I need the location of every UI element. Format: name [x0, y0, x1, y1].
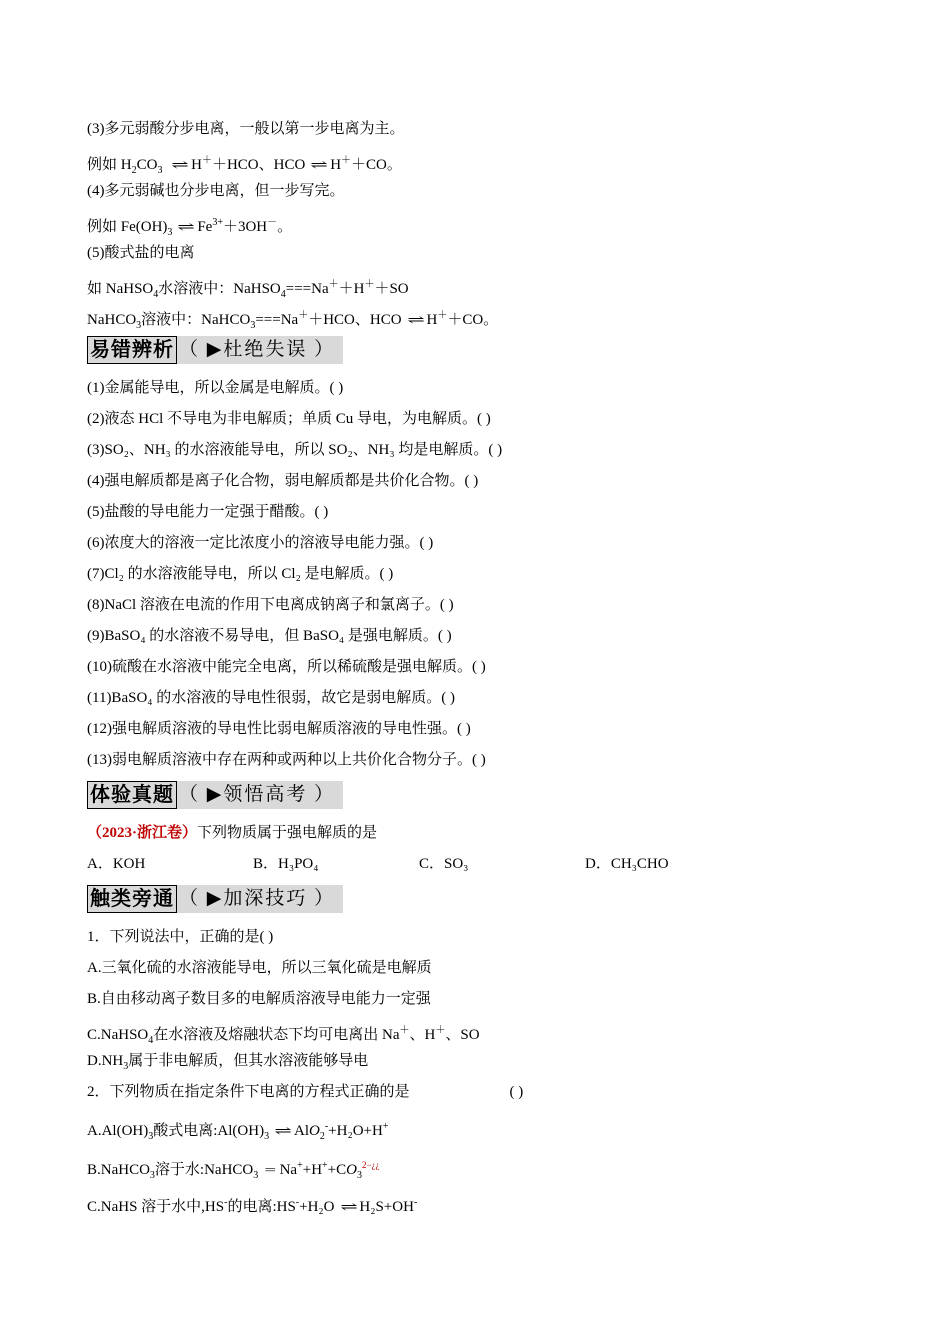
list-item: (13)弱电解质溶液中存在两种或两种以上共价化合物分子。( ) — [87, 752, 486, 768]
text: 、SO — [445, 1027, 480, 1043]
text: ＋HCO、HCO — [308, 312, 402, 328]
answer-bracket: ( ) — [509, 1084, 524, 1100]
text: +H₂O+H — [328, 1123, 383, 1139]
section-title: 体验真题 — [87, 781, 177, 809]
text: H₂S+OH — [359, 1199, 414, 1215]
text: 在水溶液及熔融状态下均可电离出 Na — [153, 1027, 400, 1043]
text: ＋HCO、HCO — [211, 157, 306, 173]
equilibrium-arrow-icon: ⇌ — [406, 312, 422, 327]
text: ===Na — [255, 312, 299, 328]
list-item: (1)金属能导电，所以金属是电解质。( ) — [87, 380, 344, 396]
equilibrium-arrow-icon: ⇌ — [171, 157, 186, 172]
text: 。 — [277, 219, 293, 235]
text: ＋CO。 — [351, 157, 402, 173]
exam-question — [87, 818, 867, 849]
equilibrium-arrow-icon: ⇌ — [177, 219, 192, 234]
text: 酸式电离:Al(OH) — [153, 1123, 265, 1139]
note-nahso4: 如 NaHSO$_4$水溶液中：NaHSO$_4$===Na＋＋H＋＋SO — [87, 279, 409, 300]
q2-option-b: B.NaHCO$_3$溶于水:NaHCO$_3$ = $Na^++H^++CO_3^{2-¿¿}$ — [87, 1146, 867, 1184]
text: 属于非电解质，但其水溶液能够导电 — [128, 1053, 369, 1069]
text: ＋3OH — [222, 219, 268, 235]
text: 、H — [409, 1027, 436, 1043]
option-b: B．H₃PO₄ — [253, 856, 319, 872]
note-text: (3)多元弱酸分步电离，一般以第一步电离为主。 — [87, 121, 405, 137]
text: O — [346, 1162, 357, 1178]
text: 溶于水:NaHCO — [154, 1162, 254, 1178]
text: O — [308, 1123, 320, 1139]
text: H — [330, 157, 342, 173]
q1-stem: 1．下列说法中，正确的是( ) — [87, 929, 274, 945]
text: Na — [279, 1162, 298, 1178]
text: +C — [327, 1162, 347, 1178]
list-item: (11)BaSO₄ 的水溶液的导电性很弱，故它是弱电解质。( ) — [87, 690, 455, 706]
text: 例如 H — [87, 157, 132, 173]
option-a: A．KOH — [87, 856, 146, 872]
text: +H — [302, 1162, 323, 1178]
list-item: (6)浓度大的溶液一定比浓度小的溶液导电能力强。( ) — [87, 535, 434, 551]
equilibrium-arrow-icon: = — [264, 1162, 274, 1177]
text: 例如 Fe(OH) — [87, 219, 168, 235]
section-title: 易错辨析 — [87, 336, 177, 364]
judge-list — [87, 373, 867, 776]
text: H — [426, 312, 438, 328]
text: B.NaHCO — [87, 1162, 150, 1178]
list-item: (10)硫酸在水溶液中能完全电离，所以稀硫酸是强电解质。( ) — [87, 659, 486, 675]
text: ===Na — [285, 281, 329, 297]
list-item: (5)盐酸的导电能力一定强于醋酸。( ) — [87, 504, 329, 520]
equilibrium-arrow-icon: ⇌ — [310, 157, 325, 172]
text: NaHCO — [87, 312, 137, 328]
q1-option-a: A.三氧化硫的水溶液能导电，所以三氧化硫是电解质 — [87, 960, 432, 976]
section-tag: （ ▶杜绝失误 ） — [177, 336, 343, 364]
section-tag: （ ▶领悟高考 ） — [177, 781, 343, 809]
text: C.NaHSO — [87, 1027, 149, 1043]
q2-option-a: $A.Al(OH)_3$酸式电离$:Al(OH)_3$ ⇌ AlO$_2$-+H₂O+H+ — [87, 1108, 867, 1146]
note-example-feoh3: 例如 $Fe(OH)_3$ ⇌ $Fe^{3+}+3OH^-$。 — [87, 207, 867, 238]
text: ＋H — [338, 281, 365, 297]
charge-superscript: 2−¿¿ — [361, 1160, 380, 1170]
note-line-5 — [87, 238, 867, 269]
note-example-h2co3: 例如 $H_2CO_3$ ⇌ H＋＋HCO、HCO ⇌ H＋＋CO。 — [87, 145, 867, 176]
equilibrium-arrow-icon: ⇌ — [339, 1199, 355, 1214]
list-item: (8)NaCl 溶液在电流的作用下电离成钠离子和氯离子。( ) — [87, 597, 454, 613]
section-header-practice — [87, 884, 867, 914]
list-item: (4)强电解质都是离子化合物，弱电解质都是共价化合物。( ) — [87, 473, 479, 489]
text: C.NaHS 溶于水中,HS — [87, 1199, 225, 1215]
text: H — [191, 157, 202, 173]
exam-source: （2023·浙江卷） — [87, 825, 198, 841]
text: Al — [293, 1123, 309, 1139]
text: +H₂O — [299, 1199, 335, 1215]
list-item: (9)BaSO₄ 的水溶液不易导电，但 BaSO₄ 是强电解质。( ) — [87, 628, 452, 644]
text: 如 NaHSO — [87, 281, 154, 297]
text: 2．下列物质在指定条件下电离的方程式正确的是 — [87, 1084, 410, 1100]
question-text: 下列物质属于强电解质的是 — [197, 825, 378, 841]
section-header-error-analysis — [87, 335, 867, 365]
list-item: (12)强电解质溶液的导电性比弱电解质溶液的导电性强。( ) — [87, 721, 471, 737]
q1-option-d: $D.NH_3$属于非电解质，但其水溶液能够导电 — [87, 1053, 369, 1072]
list-item: (7)Cl₂ 的水溶液能导电，所以 Cl₂ 是电解质。( ) — [87, 566, 394, 582]
text: CO — [136, 157, 158, 173]
text: D.NH — [87, 1053, 124, 1069]
q2-option-c: C.NaHS 溶于水中,HS-的电离:HS-+H₂O ⇌ H₂S+OH- — [87, 1184, 867, 1222]
option-c: C．SO₃ — [419, 856, 469, 872]
note-text: (5)酸式盐的电离 — [87, 245, 195, 261]
section-title: 触类旁通 — [87, 885, 177, 913]
text: 水溶液中：NaHSO — [158, 281, 281, 297]
q1-option-b: B.自由移动离子数目多的电解质溶液导电能力一定强 — [87, 991, 431, 1007]
note-nahco3: NaHCO$_3$溶液中：NaHCO$_3$===Na＋＋HCO、HCO ⇌ H＋＋CO。 — [87, 300, 867, 331]
note-text: (4)多元弱碱也分步电离，但一步写完。 — [87, 183, 345, 199]
text: ＋CO。 — [447, 312, 499, 328]
option-d: D．CH₃CHO — [585, 856, 669, 872]
text: ＋SO — [374, 281, 409, 297]
section-header-real-exam — [87, 780, 867, 810]
note-line-3 — [87, 114, 867, 145]
text: 溶液中：NaHCO — [141, 312, 251, 328]
text: 的电离:HS — [227, 1199, 296, 1215]
note-line-4 — [87, 176, 867, 207]
list-item: (3)SO₂、NH₃ 的水溶液能导电，所以 SO₂、NH₃ 均是电解质。( ) — [87, 442, 503, 458]
section-tag: （ ▶加深技巧 ） — [177, 885, 343, 913]
q1-option-c: C.NaHSO$_4$在水溶液及熔融状态下均可电离出 Na＋、H＋、SO — [87, 1025, 480, 1046]
list-item: (2)液态 HCl 不导电为非电解质；单质 Cu 导电，为电解质。( ) — [87, 411, 491, 427]
equilibrium-arrow-icon: ⇌ — [274, 1123, 289, 1138]
text: Fe — [197, 219, 213, 235]
q2-stem — [87, 1077, 867, 1108]
document-page — [87, 114, 867, 1222]
text: A.Al(OH) — [87, 1123, 149, 1139]
exam-options — [87, 849, 867, 880]
